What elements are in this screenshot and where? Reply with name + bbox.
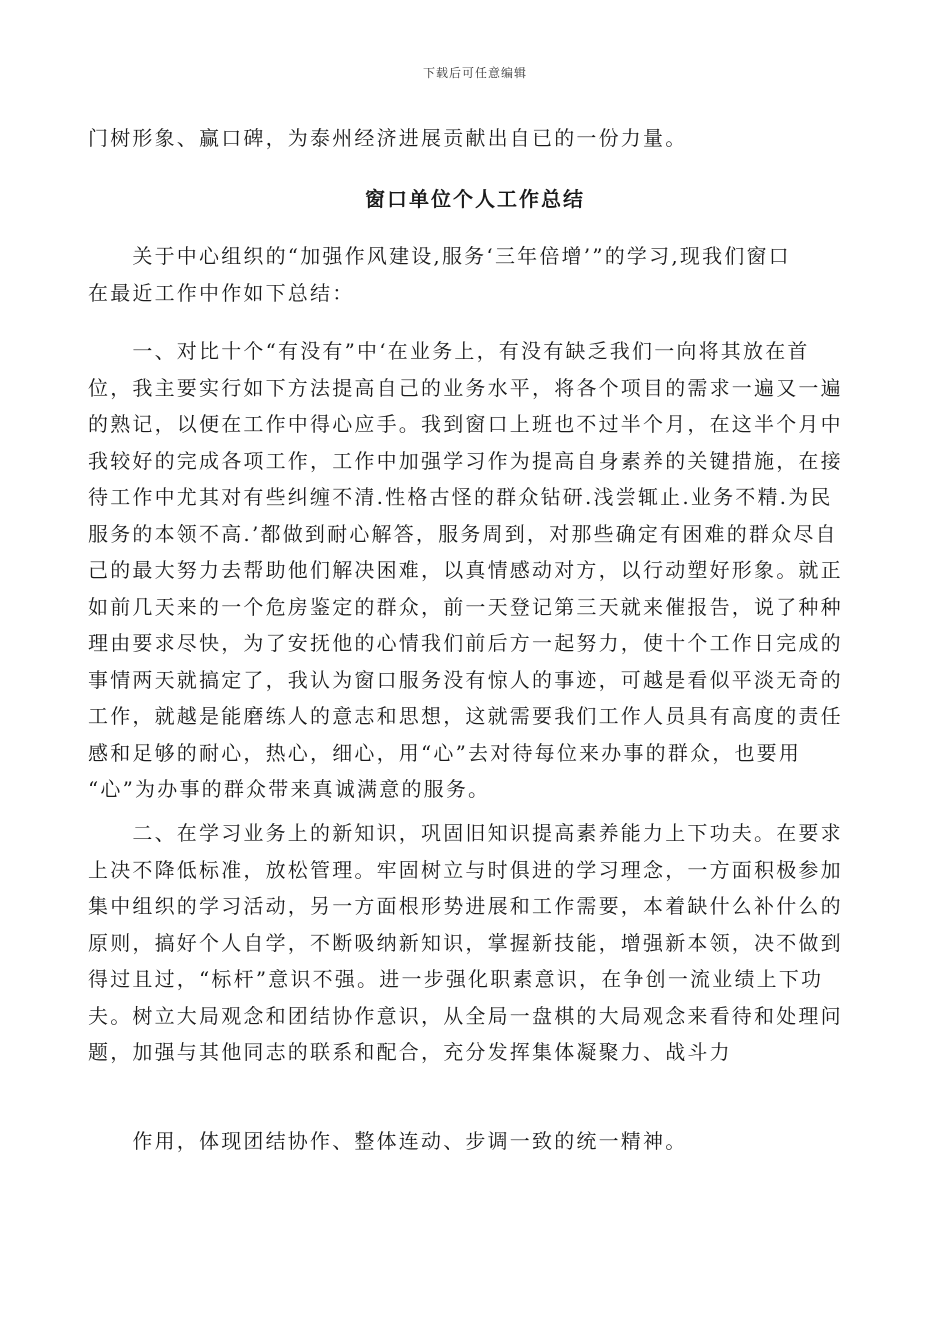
paragraph-line: 感和足够的耐心，热心，细心，用“心”去对待每位来办事的群众，也要用 xyxy=(88,740,802,765)
paragraph-line: 位，我主要实行如下方法提高自己的业务水平，将各个项目的需求一遍又一遍 xyxy=(88,375,843,400)
page-header: 下载后可任意编辑 xyxy=(422,66,527,80)
section-one-paragraph xyxy=(88,333,858,808)
paragraph-line: 如前几天来的一个危房鉴定的群众，前一天登记第三天就来催报告，说了种种 xyxy=(88,594,843,619)
paragraph-line: “心”为办事的群众带来真诚满意的服务。 xyxy=(88,777,491,801)
paragraph-line: 的熟记，以便在工作中得心应手。我到窗口上班也不过半个月，在这半个月中 xyxy=(88,412,843,436)
paragraph-line: 一、对比十个“有没有”中‘在业务上，有没有缺乏我们一向将其放在首 xyxy=(88,339,810,363)
paragraph-line: 得过且过，“标杆”意识不强。进一步强化职素意识，在争创一流业绩上下功 xyxy=(88,967,824,991)
paragraph-line: 理由要求尽快，为了安抚他的心情我们前后方一起努力，使十个工作日完成的 xyxy=(88,631,843,655)
paragraph-line: 己的最大努力去帮助他们解决困难，以真情感动对方，以行动塑好形象。就正 xyxy=(88,558,843,582)
paragraph-line: 门树形象、赢口碑，为泰州经济进展贡献出自已的一份力量。 xyxy=(88,126,688,150)
paragraph-line: 工作，就越是能磨练人的意志和思想，这就需要我们工作人员具有高度的责任 xyxy=(88,704,843,728)
paragraph-line: 题，加强与其他同志的联系和配合，充分发挥集体凝聚力、战斗力 xyxy=(88,1040,732,1064)
paragraph-line: 关于中心组织的“加强作风建设,服务‘三年倍增’”的学习,现我们窗口 xyxy=(88,244,791,268)
paragraph-line: 服务的本领不高.’都做到耐心解答，服务周到，对那些确定有困难的群众尽自 xyxy=(88,521,838,546)
paragraph-line: 二、在学习业务上的新知识，巩固旧知识提高素养能力上下功夫。在要求 xyxy=(88,821,843,845)
paragraph-line: 上决不降低标准，放松管理。牢固树立与时俱进的学习理念，一方面积极参加 xyxy=(88,857,843,882)
paragraph-line: 集中组织的学习活动，另一方面根形势进展和工作需要，本着缺什么补什么的 xyxy=(88,894,843,918)
document-title: 窗口单位个人工作总结 xyxy=(365,187,585,211)
paragraph-line: 待工作中尤其对有些纠缠不清.性格古怪的群众钻研.浅尝辄止.业务不精.为民 xyxy=(88,485,833,509)
paragraph-line: 夫。树立大局观念和团结协作意识，从全局一盘棋的大局观念来看待和处理问 xyxy=(88,1003,843,1028)
paragraph-line: 原则，搞好个人自学，不断吸纳新知识，掌握新技能，增强新本领，决不做到 xyxy=(88,930,843,955)
section-two-paragraph xyxy=(88,815,858,1071)
closing-paragraph xyxy=(88,1123,858,1160)
paragraph-line: 我较好的完成各项工作，工作中加强学习作为提高自身素养的关键措施，在接 xyxy=(88,448,843,473)
paragraph-line: 在最近工作中作如下总结： xyxy=(88,280,355,305)
continuation-paragraph xyxy=(88,120,858,157)
intro-paragraph xyxy=(88,238,858,311)
paragraph-line: 作用，体现团结协作、整体连动、步调一致的统一精神。 xyxy=(88,1129,688,1153)
paragraph-line: 事情两天就搞定了，我认为窗口服务没有惊人的事迹，可越是看似平淡无奇的 xyxy=(88,667,843,692)
